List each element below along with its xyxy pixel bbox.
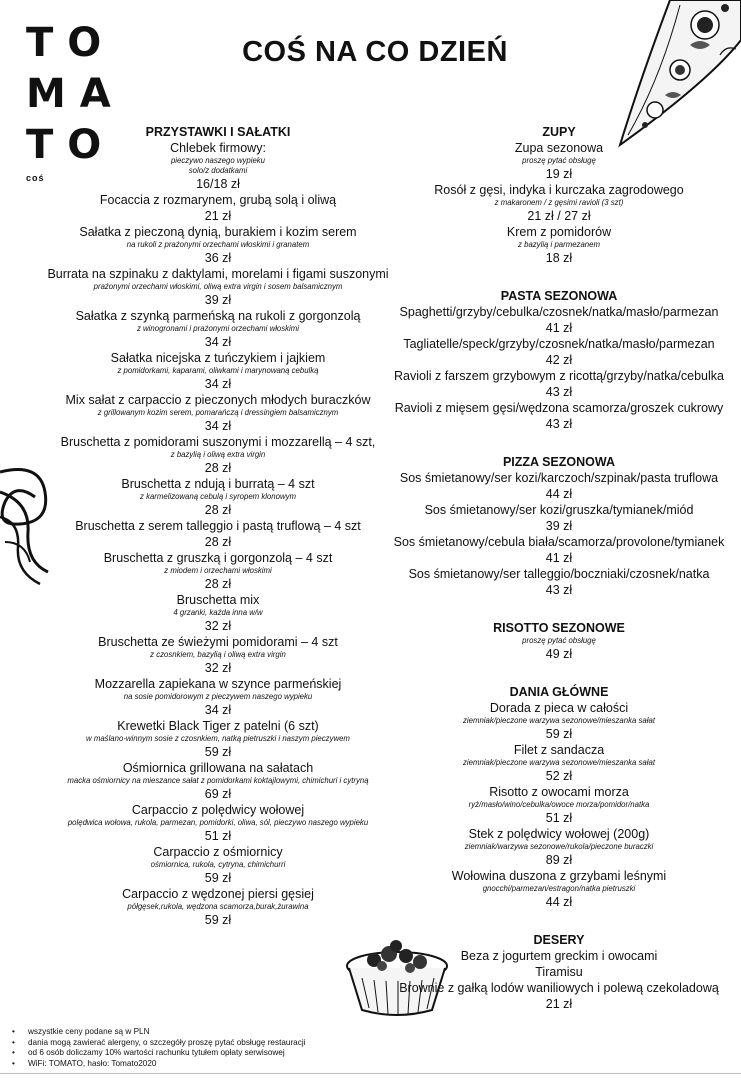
- item-price: 18 zł: [545, 251, 573, 265]
- item-price: 59 zł: [204, 913, 232, 927]
- item-name: Sałatka z pieczoną dynią, burakiem i kozim serem: [79, 225, 357, 239]
- menu-item: [38, 844, 398, 886]
- menu-item: [380, 964, 738, 980]
- logo-row: MA: [26, 71, 125, 117]
- item-price: 28 zł: [204, 577, 232, 591]
- bottom-divider: [0, 1073, 741, 1074]
- item-name: Beza z jogurtem greckim i owocami: [460, 949, 658, 963]
- item-price: 28 zł: [204, 535, 232, 549]
- item-price: 59 zł: [545, 727, 573, 741]
- item-description: z winogronami i prażonymi orzechami włoskimi: [136, 324, 300, 333]
- menu-item: [380, 948, 738, 964]
- item-price: 44 zł: [545, 895, 573, 909]
- menu-item: [38, 350, 398, 392]
- menu-item: [380, 336, 738, 368]
- menu-item: [38, 718, 398, 760]
- section-heading: DANIA GŁÓWNE: [509, 685, 609, 699]
- footer-note: • wszystkie ceny podane są w PLN: [10, 1027, 410, 1038]
- section-spacer: [380, 662, 738, 684]
- menu-item: [38, 676, 398, 718]
- item-name: Tiramisu: [535, 965, 583, 979]
- section-spacer: [380, 432, 738, 454]
- menu-item: [38, 266, 398, 308]
- item-name: Tagliatelle/speck/grzyby/czosnek/natka/masło/parmezan: [403, 337, 715, 351]
- item-description: z miodem i orzechami włoskimi: [164, 566, 272, 575]
- item-name: Krem z pomidorów: [506, 225, 612, 239]
- menu-item: [380, 534, 738, 566]
- item-price: 16/18 zł: [196, 177, 240, 191]
- item-name: Ravioli z farszem grzybowym z ricottą/grzyby/natka/cebulka: [394, 369, 724, 383]
- item-price: 34 zł: [204, 335, 232, 349]
- item-name: Burrata na szpinaku z daktylami, morelami i figami suszonymi: [47, 267, 389, 281]
- item-description: solo/z dodatkami: [188, 166, 248, 175]
- menu-section: [380, 684, 738, 910]
- menu-item: [38, 392, 398, 434]
- menu-item: [380, 224, 738, 266]
- item-name: Carpaccio z polędwicy wołowej: [131, 803, 305, 817]
- left-column: [38, 124, 398, 928]
- menu-item: [380, 826, 738, 868]
- section-heading: DESERY: [533, 933, 585, 947]
- menu-item: [38, 476, 398, 518]
- item-name: Wołowina duszona z grzybami leśnymi: [451, 869, 667, 883]
- menu-item: [38, 518, 398, 550]
- item-price: 19 zł: [545, 167, 573, 181]
- item-price: 41 zł: [545, 321, 573, 335]
- item-price: 52 zł: [545, 769, 573, 783]
- item-name: Stek z polędwicy wołowej (200g): [468, 827, 650, 841]
- item-name: Spaghetti/grzyby/cebulka/czosnek/natka/masło/parmezan: [399, 305, 719, 319]
- menu-item: [38, 802, 398, 844]
- menu-item: [38, 224, 398, 266]
- item-description: w maślano-winnym sosie z czosnkiem, natką pietruszki i naszym pieczywem: [86, 734, 350, 743]
- item-price: 21 zł / 27 zł: [527, 209, 591, 223]
- menu-section: [380, 124, 738, 266]
- item-description: ziemniak/pieczone warzywa sezonowe/mieszanka sałat: [463, 758, 655, 767]
- menu-item: [380, 980, 738, 1012]
- item-description: proszę pytać obsługę: [522, 156, 596, 165]
- item-price: 59 zł: [204, 745, 232, 759]
- menu-section: [380, 932, 738, 1012]
- item-description: macka ośmiornicy na mieszance sałat z pomidorkami koktajlowymi, chimichuri i cytryną: [67, 776, 369, 785]
- item-price: 28 zł: [204, 503, 232, 517]
- item-price: 34 zł: [204, 419, 232, 433]
- menu-item: [38, 192, 398, 224]
- menu-item: [380, 470, 738, 502]
- item-description: 4 grzanki, każda inna w/w: [173, 608, 263, 617]
- item-price: 39 zł: [545, 519, 573, 533]
- item-name: Bruschetta z serem talleggio i pastą truflową – 4 szt: [75, 519, 361, 533]
- item-price: 42 zł: [545, 353, 573, 367]
- item-description: z bazylią i oliwą extra virgin: [170, 450, 266, 459]
- menu-item: [380, 700, 738, 742]
- section-heading: PASTA SEZONOWA: [500, 289, 618, 303]
- footer-note: • dania mogą zawierać alergeny, o szczegóły proszę pytać obsługę restauracji: [10, 1038, 410, 1049]
- logo-row: TO: [26, 122, 116, 168]
- item-name: Sos śmietanowy/cebula biała/scamorza/provolone/tymianek: [393, 535, 725, 549]
- item-description: ośmiornica, rukola, cytryna, chimichurri: [150, 860, 286, 869]
- item-price: 34 zł: [204, 703, 232, 717]
- item-description: z pomidorkami, kaparami, oliwkami i marynowaną cebulką: [117, 366, 319, 375]
- menu-item: [380, 566, 738, 598]
- item-name: Sałatka nicejska z tuńczykiem i jajkiem: [110, 351, 326, 365]
- item-price: 34 zł: [204, 377, 232, 391]
- item-price: 32 zł: [204, 661, 232, 675]
- right-column: [380, 124, 738, 1012]
- item-price: 21 zł: [545, 997, 573, 1011]
- item-name: Filet z sandacza: [513, 743, 605, 757]
- logo-row: TO: [26, 20, 116, 66]
- item-name: Sos śmietanowy/ser kozi/karczoch/szpinak/pasta truflowa: [399, 471, 719, 485]
- item-price: 69 zł: [204, 787, 232, 801]
- item-name: Rosół z gęsi, indyka i kurczaka zagrodowego: [434, 183, 684, 197]
- item-price: 59 zł: [204, 871, 232, 885]
- item-name: Bruschetta mix: [176, 593, 260, 607]
- item-price: 28 zł: [204, 461, 232, 475]
- item-name: Focaccia z rozmarynem, grubą solą i oliwą: [99, 193, 337, 207]
- item-name: Bruschetta z ndują i burratą – 4 szt: [121, 477, 315, 491]
- menu-item: [380, 304, 738, 336]
- section-heading: ZUPY: [542, 125, 576, 139]
- menu-item: [38, 308, 398, 350]
- item-name: Mix sałat z carpaccio z pieczonych młodych buraczków: [65, 393, 371, 407]
- menu-item: [380, 646, 738, 662]
- section-heading: RISOTTO SEZONOWE: [493, 621, 625, 635]
- item-description: polędwica wołowa, rukola, parmezan, pomidorki, oliwa, sól, pieczywo naszego wypieku: [67, 818, 369, 827]
- item-description: z makaronem / z gęsimi ravioli (3 szt): [494, 198, 624, 207]
- menu-item: [380, 742, 738, 784]
- item-name: Ośmiornica grillowana na sałatach: [122, 761, 314, 775]
- section-heading: PIZZA SEZONOWA: [502, 455, 616, 469]
- item-price: 51 zł: [204, 829, 232, 843]
- item-description: ziemniak/pieczone warzywa sezonowe/mieszanka sałat: [463, 716, 655, 725]
- section-note: proszę pytać obsługę: [522, 636, 596, 645]
- item-name: Brownie z gałką lodów waniliowych i polewą czekoladową: [399, 981, 719, 995]
- item-name: Sos śmietanowy/ser talleggio/boczniaki/czosnek/natka: [408, 567, 710, 581]
- menu-item: [38, 592, 398, 634]
- item-description: na sosie pomidorowym z pieczywem naszego wypieku: [123, 692, 313, 701]
- item-name: Bruschetta z gruszką i gorgonzolą – 4 szt: [103, 551, 333, 565]
- item-price: 49 zł: [545, 647, 573, 661]
- item-description: półgęsek,rukola, wędzona scamorza,burak,żurawina: [127, 902, 309, 911]
- menu-item: [380, 502, 738, 534]
- item-name: Dorada z pieca w całości: [489, 701, 629, 715]
- section-spacer: [380, 910, 738, 932]
- footer-note: • od 6 osób doliczamy 10% wartości rachunku tytułem opłaty serwisowej: [10, 1048, 410, 1059]
- item-name: Krewetki Black Tiger z patelni (6 szt): [117, 719, 319, 733]
- menu-item: [38, 634, 398, 676]
- item-name: Bruschetta z pomidorami suszonymi i mozzarellą – 4 szt,: [60, 435, 376, 449]
- item-description: z czosnkiem, bazylią i oliwą extra virgin: [150, 650, 286, 659]
- item-name: Ravioli z mięsem gęsi/wędzona scamorza/groszek cukrowy: [394, 401, 724, 415]
- menu-item: [380, 368, 738, 400]
- item-price: 32 zł: [204, 619, 232, 633]
- item-price: 39 zł: [204, 293, 232, 307]
- page-title: COŚ NA CO DZIEŃ: [242, 36, 508, 68]
- item-name: Sałatka z szynką parmeńską na rukoli z gorgonzolą: [75, 309, 361, 323]
- item-description: pieczywo naszego wypieku: [170, 156, 266, 165]
- section-spacer: [380, 598, 738, 620]
- item-description: prażonymi orzechami włoskimi, oliwą extra virgin i sosem balsamicznym: [93, 282, 343, 291]
- item-price: 43 zł: [545, 385, 573, 399]
- item-price: 36 zł: [204, 251, 232, 265]
- item-price: 89 zł: [545, 853, 573, 867]
- item-name: Chlebek firmowy:: [170, 141, 266, 155]
- item-description: na rukoli z prażonymi orzechami włoskimi i granatem: [126, 240, 310, 249]
- menu-section: [380, 620, 738, 662]
- menu-item: [380, 868, 738, 910]
- item-name: Sos śmietanowy/ser kozi/gruszka/tymianek/miód: [424, 503, 694, 517]
- section-heading: PRZYSTAWKI I SAŁATKI: [145, 125, 291, 139]
- item-name: Carpaccio z wędzonej piersi gęsiej: [122, 887, 314, 901]
- logo-subtitle: coś: [26, 173, 45, 183]
- menu-section: [380, 288, 738, 432]
- item-price: 41 zł: [545, 551, 573, 565]
- item-price: 21 zł: [204, 209, 232, 223]
- item-name: Bruschetta ze świeżymi pomidorami – 4 szt: [98, 635, 338, 649]
- item-name: Zupa sezonowa: [514, 141, 604, 155]
- menu-section: [380, 454, 738, 598]
- item-description: gnocchi/parmezan/estragon/natka pietruszki: [482, 884, 636, 893]
- menu-item: [380, 400, 738, 432]
- menu-item: [38, 760, 398, 802]
- menu-item: [380, 784, 738, 826]
- menu-item: [38, 550, 398, 592]
- section-spacer: [380, 266, 738, 288]
- footer-notes: [10, 1027, 410, 1069]
- item-price: 43 zł: [545, 583, 573, 597]
- item-description: ryż/masło/wino/cebulka/owoce morza/pomidor/natka: [468, 800, 650, 809]
- item-price: 44 zł: [545, 487, 573, 501]
- item-description: z grillowanym kozim serem, pomarańczą i dressingiem balsamicznym: [97, 408, 339, 417]
- item-description: z karmelizowaną cebulą i syropem klonowym: [140, 492, 296, 501]
- item-name: Mozzarella zapiekana w szynce parmeńskiej: [94, 677, 342, 691]
- item-description: z bazylią i parmezanem: [518, 240, 600, 249]
- menu-item: [38, 886, 398, 928]
- menu-item: [38, 434, 398, 476]
- footer-note: • WiFi: TOMATO, hasło: Tomato2020: [10, 1059, 410, 1070]
- item-name: Carpaccio z ośmiornicy: [153, 845, 283, 859]
- menu-item: [380, 182, 738, 224]
- menu-item: [38, 140, 398, 192]
- item-price: 43 zł: [545, 417, 573, 431]
- item-price: 51 zł: [545, 811, 573, 825]
- item-description: ziemniak/warzywa sezonowe/rukola/pieczone buraczki: [464, 842, 654, 851]
- item-name: Risotto z owocami morza: [489, 785, 629, 799]
- menu-item: [380, 140, 738, 182]
